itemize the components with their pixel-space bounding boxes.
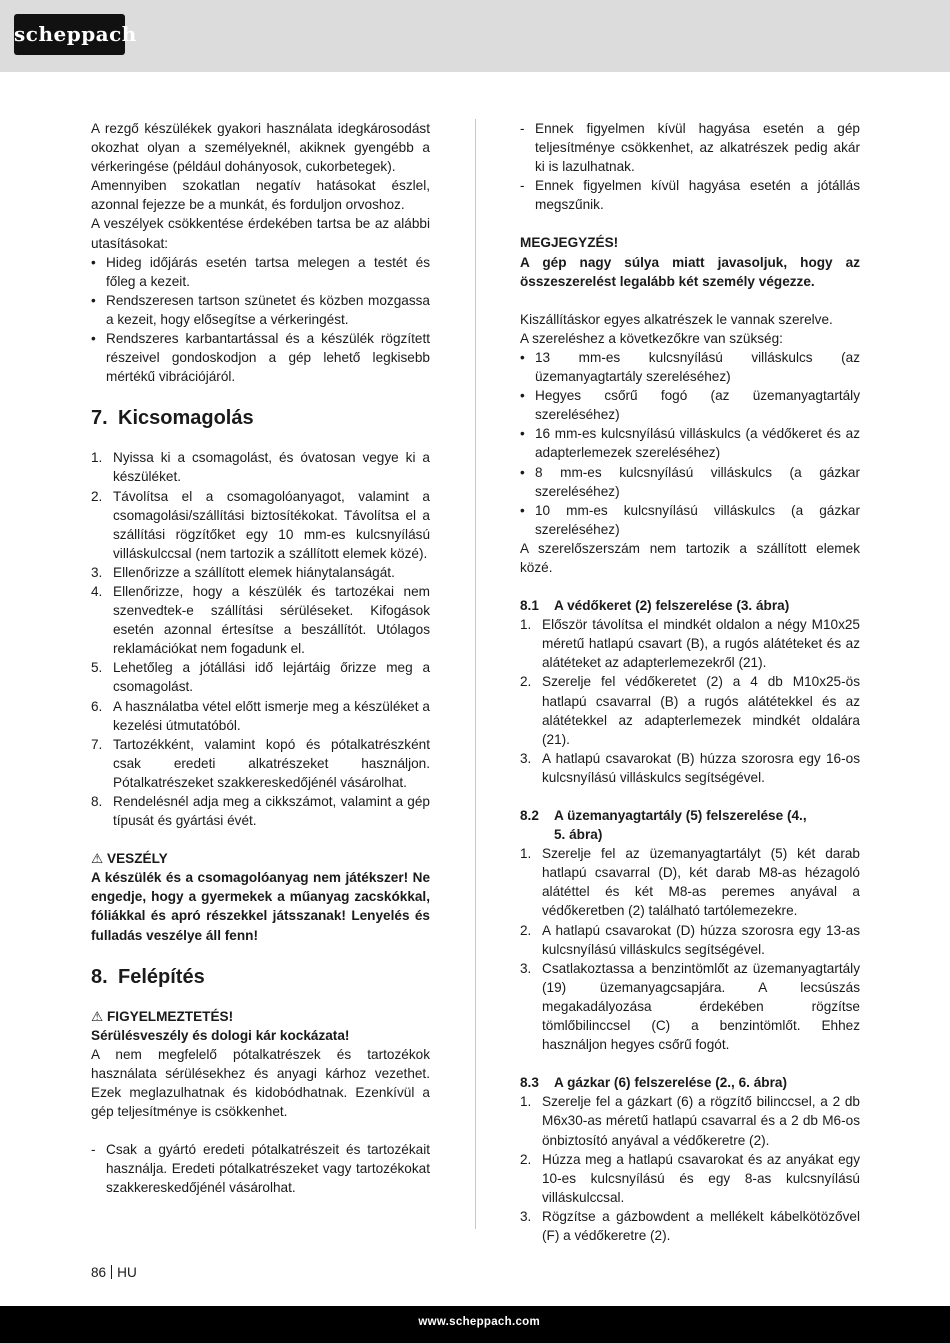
list-item: - Csak a gyártó eredeti pótalkatrészeit és tartozékait használja. Eredeti pótalkatrészeket vagy tartozékokat szakkereskedőjénél vásárolhat. [91,1142,430,1196]
list-item: 8. Rendelésnél adja meg a cikkszámot, valamint a gép típusát és gyártási évét. [91,794,430,829]
warning-heading: ⚠ FIGYELMEZTETÉS! [91,1007,430,1026]
list-item: 2. Távolítsa el a csomagolóanyagot, valamint a csomagolási/szállítási biztosítékokat. Távolítsa el a szállítási rögzítőket egy 10 mm-es kulcsnyílású villáskulccsal (nem tartozik a szállított elemek közé). [91,488,430,561]
list-item: • 10 mm-es kulcsnyílású villáskulcs (a gázkar szereléséhez) [520,502,860,537]
tools-list [520,348,860,539]
list-item: 3. Rögzítse a gázbowdent a mellékelt kábelkötözővel (F) a védőkeretre (2). [520,1208,860,1243]
list-item: • Hegyes csőrű fogó (az üzemanyagtartály szereléséhez) [520,388,860,423]
list-item: 5. Lehetőleg a jótállási idő lejártáig őrizze meg a csomagolást. [91,660,430,695]
list-item: 7. Tartozékként, valamint kopó és pótalkatrészként csak eredeti alkatrészeket használjon. Pótalkatrészeket szakkereskedőjénél vásárolhat. [91,736,430,790]
intro-paragraph: A rezgő készülékek gyakori használata idegkárosodást okozhat olyan a személyeknél, akiknek gyengébb a vérkeringése (például dohányosok, cukorbetegek). [91,121,430,175]
section-8-2-heading-cont: 5. ábra) [554,827,603,843]
page-header [0,0,950,72]
fuel-tank-steps-list [520,844,860,1054]
brand-logo: scheppach [14,14,125,55]
list-item: 3. A hatlapú csavarokat (B) húzza szorosra egy 16-os kulcsnyílású villáskulcs segítségével. [520,750,860,785]
list-item: 2. A hatlapú csavarokat (D) húzza szorosra egy 13-as kulcsnyílású villáskulcs segítségével. [520,922,860,957]
consequence-list [520,119,860,214]
list-item: 2. Húzza meg a hatlapú csavarokat és az anyákat egy 10-es kulcsnyílású és egy 8-as kulcsnyílású villáskulccsal. [520,1151,860,1205]
original-parts-list [91,1140,430,1197]
list-item: 1. Szerelje fel a gázkart (6) a rögzítő bilinccsel, a 2 db M6x30-as méretű hatlapú csavarral és a 2 db M6-os önbiztosító anyával a védőkeretre (2). [520,1094,860,1148]
list-item: 4. Ellenőrizze, hogy a készülék és tartozékai nem szenvedtek-e szállítási sérüléseket. Kifogások esetén azonnal értesítse a beszállítót. Utólagos reklamációkat nem fogadunk el. [91,583,430,657]
list-item: 6. A használatba vétel előtt ismerje meg a készüléket a kezelési útmutatóból. [91,698,430,733]
column-divider [475,119,476,1229]
page-footer [0,1306,950,1343]
warning-text: A nem megfelelő pótalkatrészek és tartozékok használata sérülésekhez és anyagi kárhoz vezethet. Ezek meglazulhatnak és kidobódhatnak. Ezenkívül a gép teljesítménye is csökkenhet. [91,1046,430,1120]
list-item: • 16 mm-es kulcsnyílású villáskulcs (a védőkeret és az adapterlemezek szereléséhez) [520,426,860,461]
guard-frame-steps-list [520,615,860,787]
page-separator [111,1265,112,1279]
vibration-tips-list [91,253,430,387]
list-item: - Ennek figyelmen kívül hagyása esetén a jótállás megszűnik. [520,178,860,213]
list-item: • Hideg időjárás esetén tartsa melegen a testét és főleg a kezeit. [91,254,430,289]
website-link[interactable]: www.scheppach.com [418,1316,540,1328]
list-item: • 8 mm-es kulcsnyílású villáskulcs (a gázkar szereléséhez) [520,464,860,499]
danger-text: A készülék és a csomagolóanyag nem játékszer! Ne engedje, hogy a gyermekek a műanyag zacskókkal, fóliákkal és apró részekkel játsszanak! Lenyelés és fulladás veszélye áll fenn! [91,870,430,943]
delivery-text: Kiszállításkor egyes alkatrészek le vannak szerelve. [520,311,833,327]
section-8-2-heading: 8.2 A üzemanyagtartály (5) felszerelése (4., [520,808,807,823]
tools-note: A szerelőszerszám nem tartozik a szállított elemek közé. [520,540,860,575]
list-item: - Ennek figyelmen kívül hagyása esetén a gép teljesítménye csökkenhet, az alkatrészek pedig akár ki is lazulhatnak. [520,121,860,175]
list-item: 3. Csatlakoztassa a benzintömlőt az üzemanyagtartály (19) üzemanyagcsapjára. A lecsúszás megakadályozása érdekében rögzítse tömlőbilinccsel (C) a benzintömlőt. Ehhez használjon hegyes csőrű fogót. [520,960,860,1053]
note-heading: MEGJEGYZÉS! [520,235,619,251]
list-item: • Rendszeresen tartson szünetet és közben mozgassa a kezeit, hogy elősegítse a vérkeringést. [91,292,430,327]
list-item: • 13 mm-es kulcsnyílású villáskulcs (az üzemanyagtartály szereléséhez) [520,349,860,385]
list-item: 1. Először távolítsa el mindkét oldalon a négy M10x25 méretű hatlapú csavart (B), a rugós alátéteket és az alátéteket az adapterlemezekről (21). [520,617,860,671]
list-item: • Rendszeres karbantartással és a készülék rögzített részeivel gondoskodjon a gép lehető legkisebb mértékű vibrációjáról. [91,331,430,385]
unpacking-steps-list [91,448,430,830]
section-8-3-heading: 8.3 A gázkar (6) felszerelése (2., 6. ábra) [520,1075,787,1091]
list-item: 1. Nyissa ki a csomagolást, és óvatosan vegye ki a készüléket. [91,450,430,485]
section-7-heading: 7. Kicsomagolás [91,407,254,430]
page-number: 86 HU [91,1265,137,1280]
list-item: 2. Szerelje fel védőkeretet (2) a 4 db M10x25-ös hatlapú csavarral (B) a rugós alátétekkel és az alátétekkel az adapterlemezek mindkét oldalára (21). [520,674,860,747]
section-8-heading: 8. Felépítés [91,965,205,988]
right-column [520,119,860,1245]
danger-heading: ⚠ VESZÉLY [91,849,430,868]
intro-paragraph: Amennyiben szokatlan negatív hatásokat észlel, azonnal fejezze be a munkát, és forduljon orvoshoz. [91,178,430,213]
warning-triangle-icon: ⚠ [91,1008,104,1024]
list-item: 1. Szerelje fel az üzemanyagtartályt (5) két darab hatlapú csavarral (D), két darab M8-as hézagoló alátéttel és két M8-as peremes anyával a védőkeretben (2) található tartólemezekre. [520,846,860,919]
throttle-steps-list [520,1092,860,1245]
list-item: 3. Ellenőrizze a szállított elemek hiánytalanságát. [91,564,395,580]
intro-paragraph: A veszélyek csökkentése érdekében tartsa be az alábbi utasításokat: [91,216,430,251]
warning-subtitle: Sérülésveszély és dologi kár kockázata! [91,1027,350,1043]
delivery-text: A szereléshez a következőkre van szükség: [520,330,783,346]
language-code: HU [117,1265,137,1280]
warning-triangle-icon: ⚠ [91,851,104,867]
section-8-1-heading: 8.1 A védőkeret (2) felszerelése (3. ábra) [520,598,790,614]
note-text: A gép nagy súlya miatt javasoljuk, hogy az összeszerelést legalább két személy végezze. [520,254,860,289]
left-column [91,119,430,1198]
